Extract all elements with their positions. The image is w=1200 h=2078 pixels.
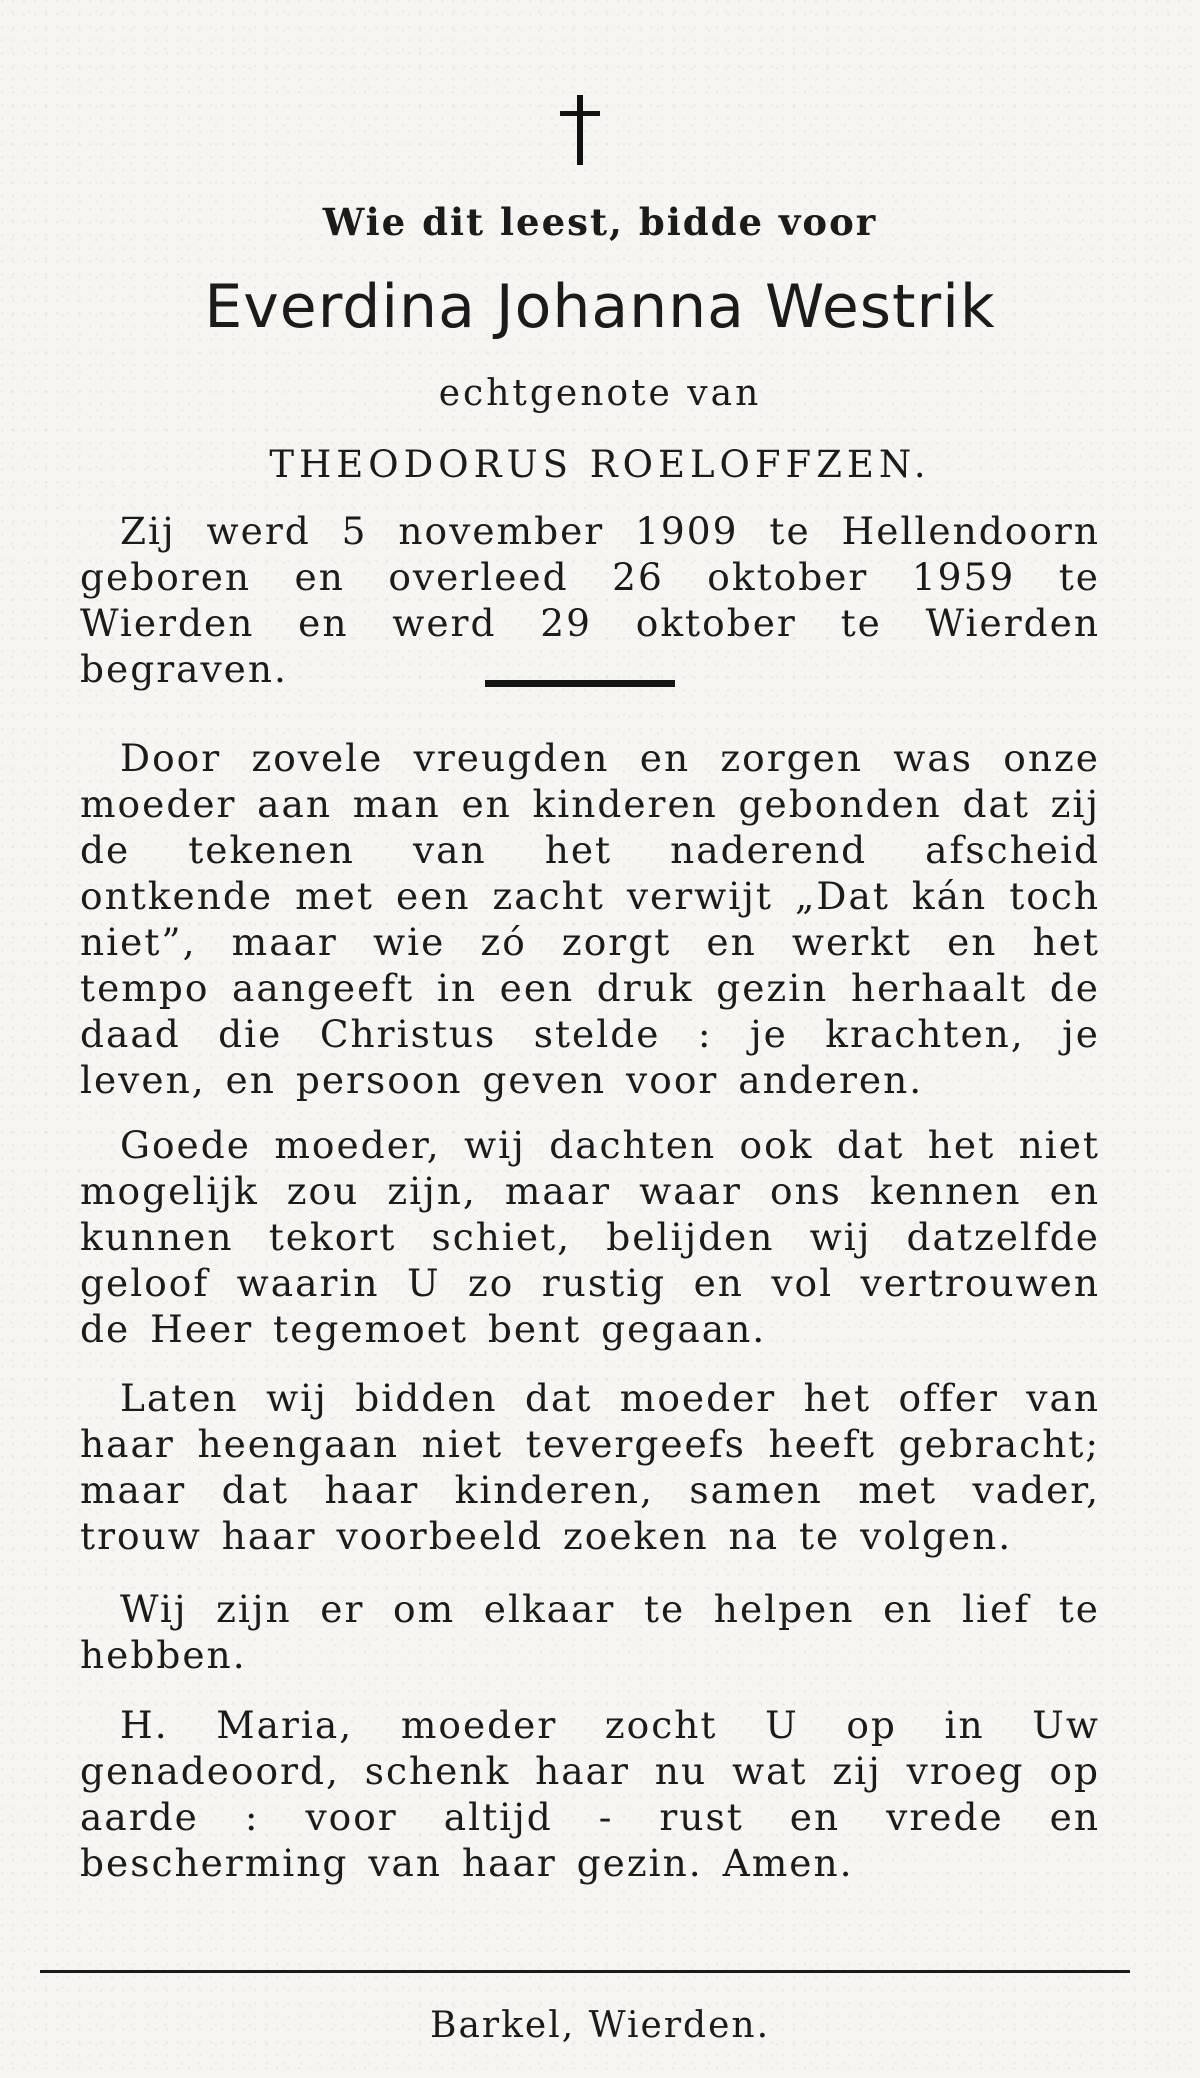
cross-vertical: [577, 95, 583, 165]
paragraph-3: Laten wij bidden dat moeder het offer van haar heengaan niet tevergeefs heeft gebracht; maar dat haar kinderen, samen met vader, trouw haar voorbeeld zoeken na te volgen.: [80, 1376, 1100, 1558]
bottom-rule: [40, 1970, 1130, 1973]
spouse-label: echtgenote van: [438, 373, 762, 414]
biography: Zij werd 5 november 1909 te Hellendoorn geboren en overleed 26 oktober 1959 te Wierden en werd 29 oktober te Wierden begraven.: [80, 509, 1100, 691]
paragraph-5: H. Maria, moeder zocht U op in Uw genadeoord, schenk haar nu wat zij vroeg op aarde : voor altijd - rust en vrede en bescherming van haar gezin. Amen.: [80, 1703, 1100, 1885]
paragraph-2: Goede moeder, wij dachten ook dat het niet mogelijk zou zijn, maar waar ons kennen en kunnen tekort schiet, belijden wij datzelfde geloof waarin U zo rustig en vol vertrouwen de Heer tegemoet bent gegaan.: [80, 1123, 1100, 1351]
printer-credit: Barkel, Wierden.: [429, 2005, 771, 2046]
paragraph-1: Door zovele vreugden en zorgen was onze moeder aan man en kinderen gebonden dat zij de tekenen van het naderend afscheid ontkende met een zacht verwijt „Dat kán toch niet”, maar wie zó zorgt en werkt en het tempo aangeeft in een druk gezin herhaalt de daad die Christus stelde : je krachten, je leven, en persoon geven voor anderen.: [80, 736, 1100, 1102]
paragraph-4: Wij zijn er om elkaar te helpen en lief te hebben.: [80, 1587, 1100, 1677]
prayer-request: Wie dit leest, bidde voor: [322, 200, 878, 244]
spouse-name: THEODORUS ROELOFFZEN.: [269, 443, 931, 486]
deceased-name: Everdina Johanna Westrik: [204, 272, 996, 342]
cross-icon: [555, 95, 605, 165]
cross-horizontal: [560, 111, 600, 116]
divider: [485, 680, 675, 687]
